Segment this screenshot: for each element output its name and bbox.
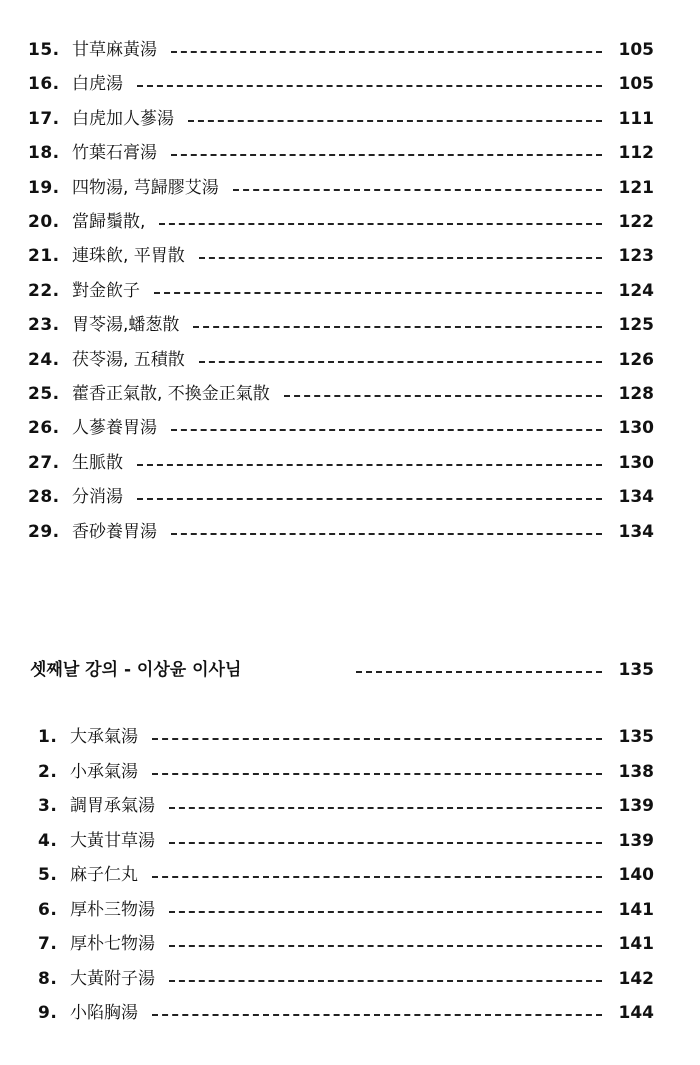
toc-page-number: 139: [618, 796, 654, 816]
toc-title: 竹葉石膏湯: [72, 143, 157, 164]
toc-row: [0, 518, 700, 548]
toc-row: [0, 139, 700, 169]
leader-dots: [169, 807, 602, 809]
toc-row: [0, 70, 700, 100]
leader-dots: [171, 429, 602, 431]
toc-title: 小承氣湯: [70, 761, 138, 782]
toc-number: 26.: [28, 418, 60, 439]
toc-row: [0, 208, 700, 238]
leader-dots: [152, 876, 602, 878]
toc-page-number: 144: [618, 1003, 654, 1023]
leader-dots: [356, 671, 602, 673]
toc-number: 20.: [28, 212, 60, 232]
toc-page-number: 111: [618, 108, 654, 129]
toc-page-number: 134: [618, 521, 654, 542]
toc-row: [0, 346, 700, 376]
toc-title: 當歸鬚散,: [72, 212, 146, 232]
leader-dots: [169, 980, 602, 982]
toc-page-number: 105: [618, 74, 654, 95]
toc-title: 四物湯, 芎歸膠艾湯: [72, 177, 219, 198]
toc-title: 大承氣湯: [70, 727, 138, 747]
toc-row: [0, 965, 700, 995]
toc-number: 27.: [28, 452, 60, 473]
toc-page-number: 121: [618, 177, 654, 198]
section-heading-title: 셋째날 강의 - 이상윤 이사님: [30, 660, 242, 680]
toc-title: 厚朴七物湯: [70, 934, 155, 954]
leader-dots: [233, 189, 602, 191]
toc-number: 2.: [38, 761, 58, 782]
leader-dots: [188, 120, 602, 122]
toc-page-number: 112: [618, 143, 654, 164]
leader-dots: [159, 223, 602, 225]
leader-dots: [152, 1014, 602, 1016]
toc-title: 白虎湯: [72, 74, 123, 95]
leader-dots: [284, 395, 602, 397]
leader-dots: [152, 773, 602, 775]
leader-dots: [137, 498, 602, 500]
toc-row: [0, 105, 700, 135]
toc-number: 25.: [28, 384, 60, 404]
toc-title: 胃苓湯,蟠葱散: [72, 315, 180, 336]
toc-number: 22.: [28, 280, 60, 301]
toc-number: 3.: [38, 796, 58, 816]
toc-page-number: 138: [618, 761, 654, 782]
toc-number: 21.: [28, 246, 60, 267]
toc-page-number: 140: [618, 865, 654, 885]
toc-title: 厚朴三物湯: [70, 899, 155, 920]
toc-title: 大黃甘草湯: [70, 830, 155, 851]
leader-dots: [199, 361, 602, 363]
toc-page-number: 130: [618, 452, 654, 473]
toc-row: [0, 380, 700, 410]
toc-number: 6.: [38, 899, 58, 920]
toc-row: [0, 999, 700, 1029]
toc-page-number: 135: [618, 727, 654, 747]
toc-title: 香砂養胃湯: [72, 521, 157, 542]
toc-row: [0, 449, 700, 479]
toc-number: 16.: [28, 74, 60, 95]
toc-number: 15.: [28, 40, 60, 60]
toc-number: 7.: [38, 934, 58, 954]
toc-page-number: 123: [618, 246, 654, 267]
toc-row: [0, 896, 700, 926]
toc-row: [0, 792, 700, 822]
leader-dots: [199, 257, 602, 259]
toc-title: 對金飮子: [72, 280, 140, 301]
toc-row: [0, 483, 700, 513]
toc-number: 29.: [28, 521, 60, 542]
toc-number: 1.: [38, 727, 58, 747]
toc-number: 4.: [38, 830, 58, 851]
toc-row: [0, 414, 700, 444]
toc-row: [0, 930, 700, 960]
toc-page-number: 142: [618, 968, 654, 989]
leader-dots: [193, 326, 602, 328]
leader-dots: [171, 154, 602, 156]
toc-row: [0, 242, 700, 272]
toc-number: 5.: [38, 865, 58, 885]
leader-dots: [171, 533, 602, 535]
toc-title: 人蔘養胃湯: [72, 418, 157, 439]
toc-row: [0, 827, 700, 857]
toc-page-number: 128: [618, 384, 654, 404]
toc-title: 藿香正氣散, 不換金正氣散: [72, 384, 270, 404]
toc-row: [0, 311, 700, 341]
toc-page-number: 141: [618, 899, 654, 920]
toc-title: 白虎加人蔘湯: [72, 108, 174, 129]
leader-dots: [171, 51, 602, 53]
toc-page-number: 134: [618, 487, 654, 508]
toc-title: 甘草麻黃湯: [72, 40, 157, 60]
toc-number: 18.: [28, 143, 60, 164]
leader-dots: [137, 85, 602, 87]
toc-number: 19.: [28, 177, 60, 198]
toc-page-number: 105: [618, 40, 654, 60]
toc-title: 連珠飮, 平胃散: [72, 246, 185, 267]
leader-dots: [152, 738, 602, 740]
toc-page-number: 141: [618, 934, 654, 954]
toc-number: 8.: [38, 968, 58, 989]
toc-page-number: 124: [618, 280, 654, 301]
leader-dots: [169, 911, 602, 913]
toc-title: 小陷胸湯: [70, 1003, 138, 1023]
toc-number: 17.: [28, 108, 60, 129]
toc-title: 大黃附子湯: [70, 968, 155, 989]
toc-row: [0, 174, 700, 204]
toc-row: [0, 758, 700, 788]
toc-page-number: 122: [618, 212, 654, 232]
toc-title: 分消湯: [72, 487, 123, 508]
toc-number: 23.: [28, 315, 60, 336]
toc-title: 麻子仁丸: [70, 865, 138, 885]
leader-dots: [137, 464, 602, 466]
section-heading: [0, 656, 700, 686]
toc-page-number: 139: [618, 830, 654, 851]
toc-number: 28.: [28, 487, 60, 508]
toc-number: 9.: [38, 1003, 58, 1023]
section-heading-page: 135: [618, 660, 654, 680]
toc-number: 24.: [28, 349, 60, 370]
toc-row: [0, 861, 700, 891]
toc-row: [0, 277, 700, 307]
toc-page-number: 130: [618, 418, 654, 439]
toc-title: 生脈散: [72, 452, 123, 473]
leader-dots: [169, 945, 602, 947]
toc-title: 調胃承氣湯: [70, 796, 155, 816]
leader-dots: [169, 842, 602, 844]
toc-page-number: 125: [618, 315, 654, 336]
toc-page-number: 126: [618, 349, 654, 370]
toc-row: [0, 723, 700, 753]
leader-dots: [154, 292, 602, 294]
toc-row: [0, 36, 700, 66]
toc-title: 茯苓湯, 五積散: [72, 349, 185, 370]
